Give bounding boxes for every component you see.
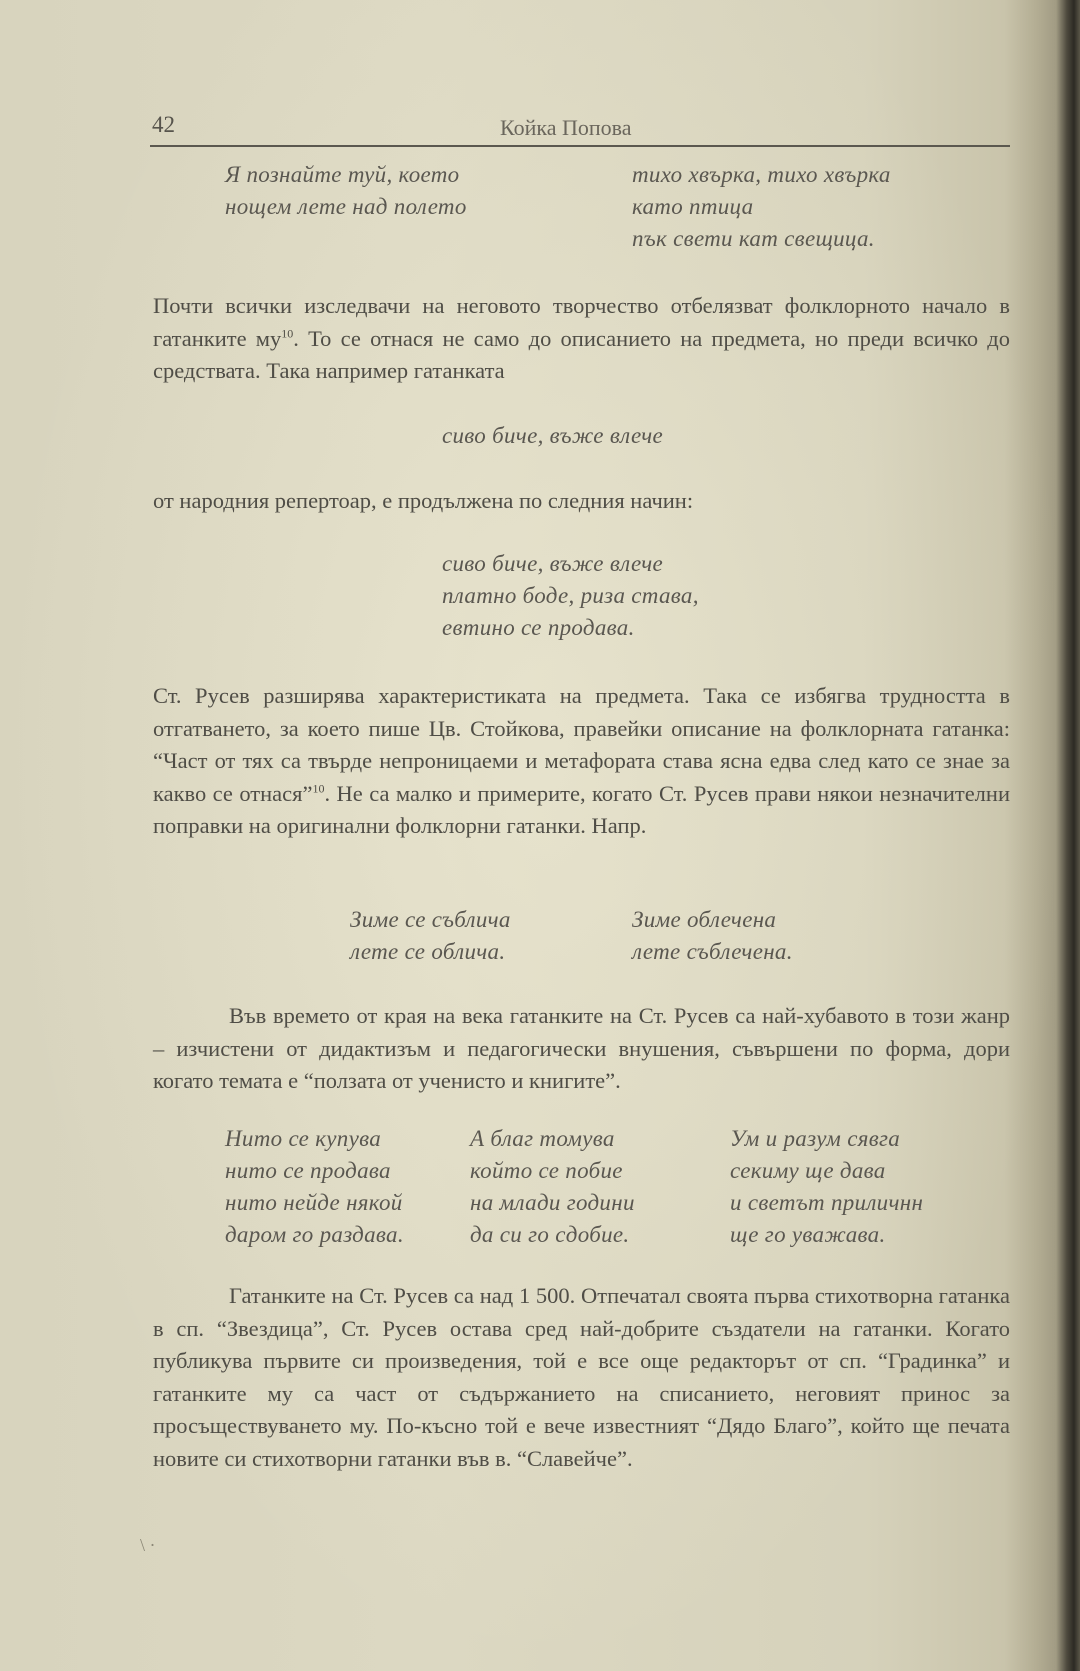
verse-line: Я познайте туй, което xyxy=(225,162,460,187)
verse-5-col-3 xyxy=(730,1123,923,1251)
page-edge-shadow xyxy=(1056,0,1080,1671)
paragraph-1-text-b: . То се отнася не само до описанието на предмета, но преди всичко до средствата. Така например гатанката xyxy=(153,325,1010,383)
paragraph-1 xyxy=(153,290,1010,388)
verse-line: платно боде, риза става, xyxy=(442,583,699,608)
verse-3 xyxy=(442,548,699,644)
verse-line: като птица xyxy=(632,194,754,219)
verse-line: тихо хвърка, тихо хвърка xyxy=(632,162,891,187)
verse-4-right xyxy=(632,904,793,968)
verse-line: Зиме се съблича xyxy=(350,907,511,932)
verse-line: пък свети кат свещица. xyxy=(632,226,875,251)
verse-line: Ум и разум сявга xyxy=(730,1126,901,1151)
page-header xyxy=(150,112,1010,142)
running-head-author: Койка Попова xyxy=(500,115,632,140)
verse-line: даром го раздава. xyxy=(225,1222,404,1247)
verse-line: да си го сдобие. xyxy=(470,1222,630,1247)
verse-line: Зиме облечена xyxy=(632,907,777,932)
paragraph-3 xyxy=(153,680,1010,843)
verse-4-left xyxy=(350,904,511,968)
verse-line: нито нейде някой xyxy=(225,1190,403,1215)
paragraph-4: Във времето от края на века гатанките на Ст. Русев са най-хубавото в този жанр – изчистени от дидактизъм и педагогически внушения, съвършени по форма, дори когато темата е “ползата от ученисто и книгите”. xyxy=(153,1003,1010,1093)
header-rule xyxy=(150,145,1010,147)
verse-line: на млади години xyxy=(470,1190,635,1215)
verse-line: А благ томува xyxy=(470,1126,615,1151)
verse-line: секиму ще дава xyxy=(730,1158,886,1183)
footnote-ref: 10 xyxy=(312,781,325,795)
verse-line: нито се продава xyxy=(225,1158,391,1183)
paragraph-3-text-a: Ст. Русев разширява характеристиката на предмета. Така се избягва трудността в отгатването, за което пише Цв. Стойкова, правейки описание на фолклорната гатанка: “Част от тях са твърде непроницаеми и метафората става ясна едва след като се знае за какво се отнася” xyxy=(153,683,1010,806)
verse-2 xyxy=(442,420,663,452)
scan-mark: \ · xyxy=(140,1535,156,1555)
paragraph-1-text-a: Почти всички изследвачи на неговото творчество отбелязват фолклорното начало в гатанките му xyxy=(153,293,1010,351)
footnote-ref: 10 xyxy=(281,326,294,340)
paragraph-2: от народния репертоар, е продължена по следния начин: xyxy=(153,488,694,513)
verse-line: който се побие xyxy=(470,1158,623,1183)
verse-line: ще го уважава. xyxy=(730,1222,886,1247)
verse-5-col-2 xyxy=(470,1123,635,1251)
paragraph-3-text-b: . Не са малко и примерите, когато Ст. Русев прави някои незначителни поправки на оригинални фолклорни гатанки. Напр. xyxy=(153,780,1010,838)
verse-line: Нито се купува xyxy=(225,1126,382,1151)
verse-line: сиво биче, въже влече xyxy=(442,551,664,576)
verse-5-col-1 xyxy=(225,1123,404,1251)
page-number: 42 xyxy=(152,112,175,137)
verse-line: лете съблечена. xyxy=(632,939,793,964)
verse-line: сиво биче, въже влече xyxy=(442,423,664,448)
paragraph-5: Гатанките на Ст. Русев са над 1 500. Отпечатал своята първа стихотворна гатанка в сп. “Звездица”, Ст. Русев остава сред най-добрите създатели на гатанки. Когато публикува първите си произведения, той е все още редакторът от сп. “Градинка” и гатанките му са част от съдържанието на списанието, неговият принос за просъществуването му. По-късно той е вече известният “Дядо Благо”, който ще печата новите си стихотворни гатанки във в. “Славейче”. xyxy=(153,1283,1010,1471)
verse-line: евтино се продава. xyxy=(442,615,635,640)
verse-line: лете се облича. xyxy=(350,939,506,964)
verse-1-right xyxy=(632,159,891,255)
verse-1-left xyxy=(225,159,467,223)
verse-line: и светът приличнн xyxy=(730,1190,924,1215)
verse-line: нощем лете над полето xyxy=(225,194,467,219)
